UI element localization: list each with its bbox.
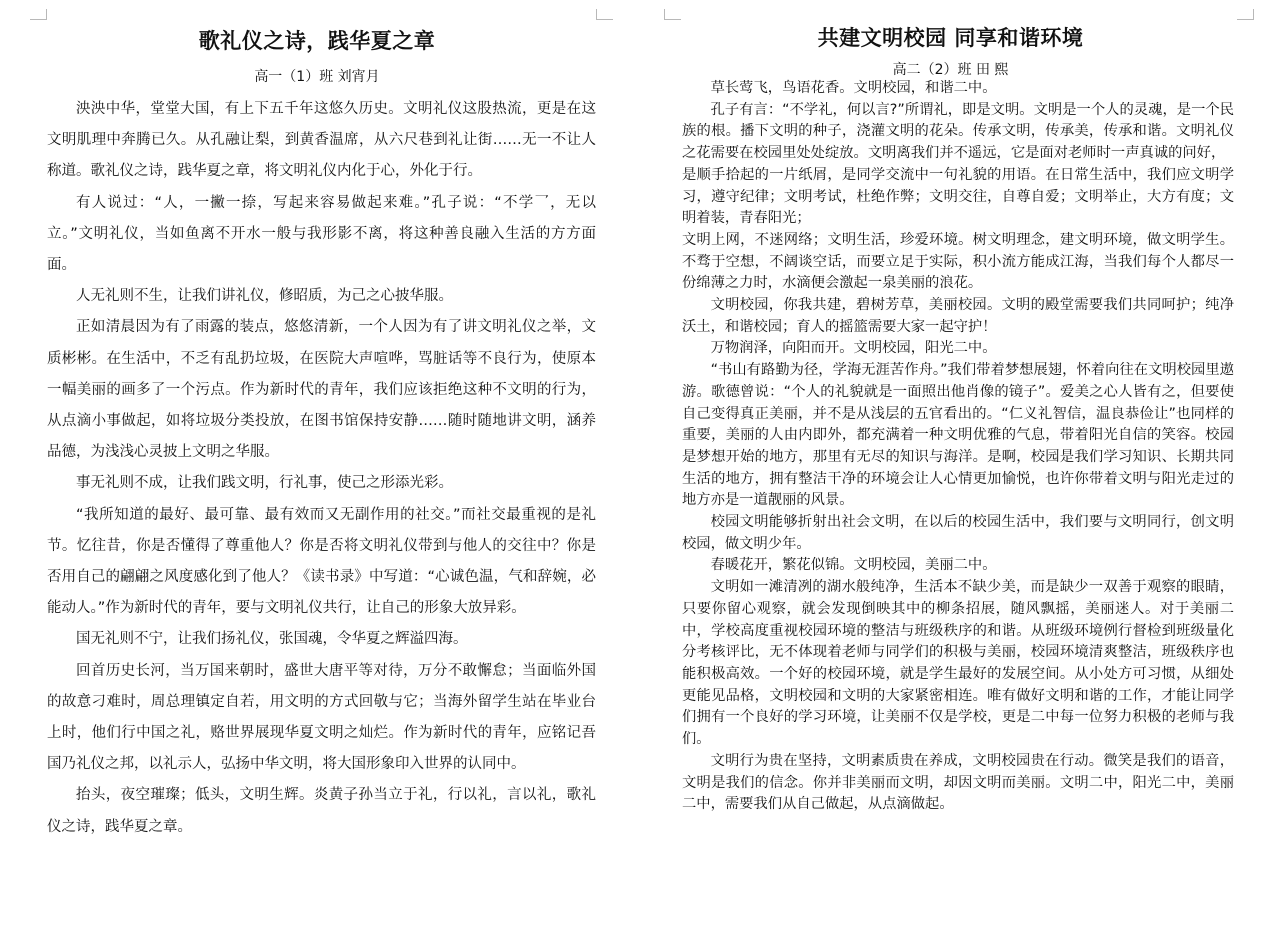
page-corner-mark [1237,9,1254,20]
paragraph: 孔子有言：“不学礼，何以言?”所谓礼，即是文明。文明是一个人的灵魂，是一个民族的根。播下文明的种子，浇灌文明的花朵。传承文明，传承美，传承和谐。文明礼仪之花需要在校园里处处绽放。文明离我们并不遥远，它是面对老师时一声真诚的问好， [682,101,1234,162]
article-title: 歌礼仪之诗，践华夏之章 [198,29,436,53]
paragraph: 正如清晨因为有了雨露的装点，悠悠清新，一个人因为有了讲文明礼仪之举，文质彬彬。在生活中，不乏有乱扔垃圾，在医院大声喧哗，骂脏话等不良行为，使原本一幅美丽的画多了一个污点。作为新时代的青年，我们应该拒绝这种不文明的行为，从点滴小事做起，如将垃圾分类投放，在图书馆保持安静……随时随地讲文明，涵养品德，为浅浅心灵披上文明之华服。 [47,319,596,461]
author-byline: 高一（1）班 刘宵月 [254,69,380,85]
paragraph: 春暖花开，繁花似锦。文明校园，美丽二中。 [710,557,997,574]
page-corner-mark [664,9,681,20]
article-body [682,78,1234,816]
paragraph: 文明行为贵在坚持，文明素质贵在养成，文明校园贵在行动。微笑是我们的语音，文明是我们的信念。你并非美丽而文明，却因文明而美丽。文明二中，阳光二中，美丽二中，需要我们从自己做起，从点滴做起。 [682,752,1234,813]
article-title: 共建文明校园 同享和谐环境 [817,26,1084,50]
page-corner-mark [596,9,613,20]
author-byline: 高二（2）班 田 熙 [892,62,1009,78]
paragraph: 国无礼则不宁，让我们扬礼仪，张国魂，令华夏之辉溢四海。 [76,631,468,648]
paragraph: 泱泱中华，堂堂大国，有上下五千年这悠久历史。文明礼仪这股热流，更是在这文明肌理中奔腾已久。从孔融让梨，到黄香温席，从六尺巷到礼让街……无一不让人称道。歌礼仪之诗，践华夏之章，将文明礼仪内化于心，外化于行。 [47,101,596,180]
paragraph: “我所知道的最好、最可靠、最有效而又无副作用的社交。”而社交最重视的是礼节。忆往昔，你是否懂得了尊重他人？你是否将文明礼仪带到与他人的交往中？你是否用自己的翩翩之风度感化到了他人？《读书录》中写道：“心诚色温，气和辞婉，必能动人。”作为新时代的青年，要与文明礼仪共行，让自己的形象大放异彩。 [47,506,596,617]
paragraph: 万物润泽，向阳而开。文明校园，阳光二中。 [710,340,997,357]
right-page [634,0,1267,950]
paragraph: 校园文明能够折射出社会文明，在以后的校园生活中，我们要与文明同行，创文明校园，做文明少年。 [682,514,1234,552]
paragraph: 人无礼则不生，让我们讲礼仪，修昭质，为己之心披华服。 [76,288,453,305]
article-body [47,94,596,843]
paragraph: 是顺手拾起的一片纸屑，是同学交流中一句礼貌的用语。在日常生活中，我们应文明学习，遵守纪律；文明考试，杜绝作弊；文明交往，自尊自爱；文明举止，大方有度；文明着装，青春阳光； [682,166,1234,227]
paragraph: 事无礼则不成，让我们践文明，行礼事，使己之形添光彩。 [76,475,453,492]
paragraph: “书山有路勤为径，学海无涯苦作舟。”我们带着梦想展翅，怀着向往在文明校园里遨游。歌德曾说：“个人的礼貌就是一面照出他肖像的镜子”。爱美之心人皆有之，但要使自己变得真正美丽，并不是从浅层的五官看出的。“仁义礼智信，温良恭俭让”也同样的重要，美丽的人由内即外，都充满着一种文明优雅的气息，带着阳光自信的笑容。校园是梦想开始的地方，那里有无尽的知识与海洋。是啊，校园是我们学习知识、长期共同生活的地方，拥有整洁干净的环境会让人心情更加愉悦，也许你带着文明与阳光走过的地方亦是一道靓丽的风景。 [682,362,1234,509]
paragraph: 有人说过：“人，一撇一捺，写起来容易做起来难。”孔子说：“不学乛，无以立。”文明礼仪，当如鱼离不开水一般与我形影不离，将这种善良融入生活的方方面面。 [47,194,596,274]
paragraph: 回首历史长河，当万国来朝时，盛世大唐平等对待，万分不敢懈怠；当面临外国的故意刁难时，周总理镇定自若，用文明的方式回敬与它；当海外留学生站在毕业台上时，他们行中国之礼，赂世界展现华夏文明之灿烂。作为新时代的青年，应铭记吾国乃礼仪之邦，以礼示人，弘扬中华文明，将大国形象印入世界的认同中。 [47,662,596,773]
paragraph: 抬头，夜空璀璨；低头，文明生辉。炎黄子孙当立于礼，行以礼，言以礼，歌礼仪之诗，践华夏之章。 [47,787,596,835]
paragraph: 文明校园，你我共建，碧树芳草，美丽校园。文明的殿堂需要我们共同呵护；纯净沃土，和谐校园；育人的摇篮需要大家一起守护！ [682,297,1234,335]
paragraph: 文明如一滩清冽的湖水般纯净，生活本不缺少美，而是缺少一双善于观察的眼睛，只要你留心观察，就会发现倒映其中的柳条招展，随风飘摇，美丽迷人。对于美丽二中，学校高度重视校园环境的整洁与班级秩序的和谐。从班级环境例行督检到班级量化分考核评比，无不体现着老师与同学们的积极与美丽，校园环境清爽整洁，班级秩序也能积极高效。一个好的校园环境，就是学生最好的发展空间。从小处方可习惯，从细处更能见品格，文明校园和文明的大家紧密相连。唯有做好文明和谐的工作，才能让同学们拥有一个良好的学习环境，让美丽不仅是学校，更是二中每一位努力积极的老师与我们。 [682,579,1234,748]
paragraph: 草长莺飞，鸟语花香。文明校园，和谐二中。 [710,80,997,96]
paragraph: 文明上网，不迷网络；文明生活，珍爱环境。树文明理念，建文明环境，做文明学生。不骛于空想，不阔谈空话，而要立足于实际，积小流方能成江海，当我们每个人都尽一份绵薄之力时，水滴便会激起一泉美丽的浪花。 [682,231,1234,292]
page-corner-mark [30,9,47,20]
